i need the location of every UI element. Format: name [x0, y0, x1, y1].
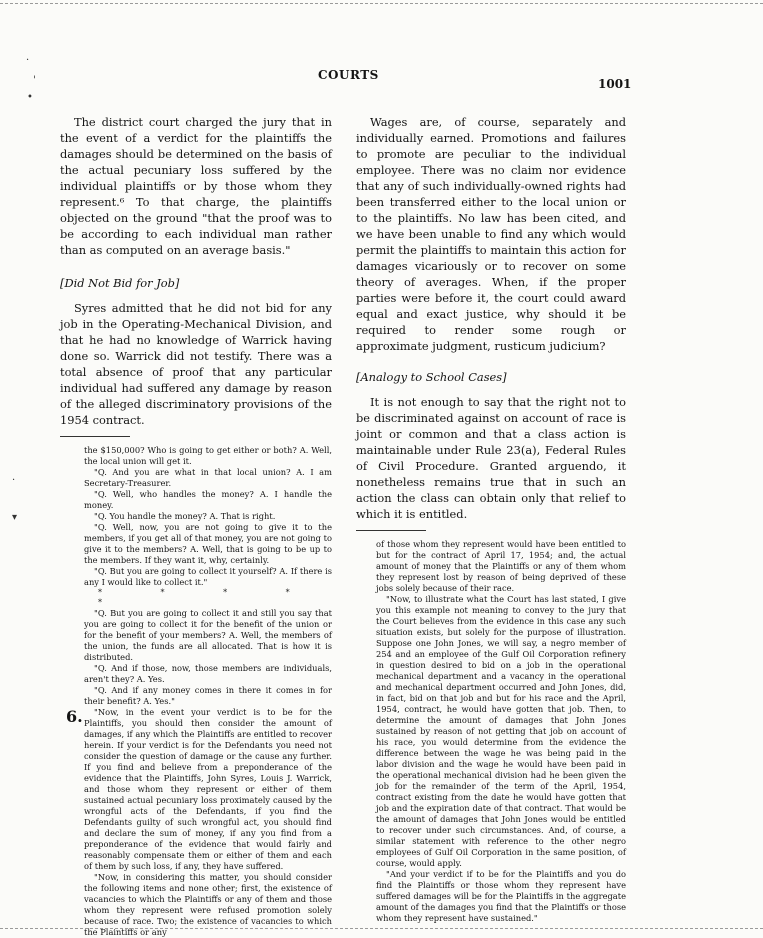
margin-mark: ' [33, 75, 36, 86]
section-heading: [Did Not Bid for Job] [60, 276, 180, 290]
footnote-line: "Q. Well, who handles the money? A. I handle the money. [84, 489, 332, 510]
right-column [356, 114, 626, 924]
running-head: COURTS [318, 68, 379, 82]
footnote-line: "Now, in considering this matter, you should consider the following items and none other; first, the existence of vacancies to which the Plaintiffs or any of them and those whom they represent were refused promotion solely because of race. Two; the existence of vacancies to which the Plaintiffs or any [84, 872, 332, 937]
top-scan-border [0, 3, 763, 4]
footnote-6 [60, 707, 332, 938]
bottom-scan-border [0, 928, 763, 929]
ellipsis-stars: * * * * * [98, 588, 318, 607]
footnote-line: the $150,000? Who is going to get either or both? A. Well, the local union will get it. [84, 445, 332, 466]
footnote-line: "Q. And if those, now, those members are individuals, aren't they? A. Yes. [84, 663, 332, 684]
footnote-line: "Q. You handle the money? A. That is right. [94, 511, 276, 521]
footnote-line: "Q. And you are what in that local union? A. I am Secretary-Treasurer. [84, 467, 332, 488]
margin-mark: ▾ [12, 512, 18, 523]
paragraph: It is not enough to say that the right not to be discriminated against on account of race is joint or common and that a class action is maintainable under Rule 23(a), Federal Rules of Civil Procedure. Granted arguendo, it nonetheless remains true that in such an action the class can obtain only that relief to which it is entitled. [356, 395, 626, 521]
footnote-line: "Q. But you are going to collect it yourself? A. If there is any I would like to collect it." [84, 566, 332, 587]
left-column [60, 114, 332, 938]
footnote-rule [356, 530, 426, 531]
paragraph: The district court charged the jury that in the event of a verdict for the plaintiffs the damages should be determined on the basis of the actual pecuniary loss suffered by the individual plaintiffs or by those whom they represent.⁶ To that charge, the plaintiffs objected on the ground "that the proof was to be according to each individual man rather than as computed on an average basis." [60, 115, 332, 257]
section-heading: [Analogy to School Cases] [356, 370, 507, 384]
paragraph: Wages are, of course, separately and individually earned. Promotions and failures to promote are peculiar to the individual employee. There was no claim nor evidence that any of such individually-owned rights had been transferred either to the local union or to the plaintiffs. No law has been cited, and we have been unable to find any which would permit the plaintiffs to maintain this action for damages vicariously or to recover on some theory of averages. When, if the proper parties were before it, the court could award equal and exact justice, why should it be required to render some rough or approximate judgment, rusticum judicium? [356, 115, 626, 353]
margin-mark: • [27, 92, 33, 103]
footnote-line: "And your verdict if to be for the Plaintiffs and you do find the Plaintiffs or those whom they represent have suffered damages will be for the Plaintiffs in the aggregate amount of the damages you find that the Plaintiffs or those whom they represent have sustained." [376, 869, 626, 923]
footnote-rule [60, 436, 130, 437]
footnote-number: 6. [66, 707, 83, 726]
footnote-line: "Now, to illustrate what the Court has last stated, I give you this example not meaning to convey to the jury that the Court believes from the evidence in this case any such situation exists, but solely for the purpose of illustration. Suppose one John Jones, we will say, a negro member of 254 and an employee of the Gulf Oil Corporation refinery in question desired to bid on a job in the operational mechanical department and a vacancy in the operational and mechanical department occurred and John Jones, did, in fact, bid on that job and but for his race and the April, 1954, contract, he would have gotten that job. Then, to determine the amount of damages that John Jones sustained by reason of not getting that job on account of his race, you would determine from the evidence the difference between the wage he was being paid in the labor division and the wage he would have been paid in the operational mechanical division had he been given the job for the remainder of the term of the April, 1954, contract existing from the date he would have gotten that job and the expiration date of that contract. That would be the amount of damages that John Jones would be entitled to recover under such circumstances. And, of course, a similar statement with reference to the other negro employees of Gulf Oil Corporation in the same position, of course, would apply. [376, 594, 626, 868]
footnote-line: of those whom they represent would have been entitled to but for the contract of April 17, 1954; and, the actual amount of money that the Plaintiffs or any of them whom they represent lost by reason of being deprived of these jobs solely because of their race. [376, 539, 626, 593]
footnote-line: "Q. But you are going to collect it and still you say that you are going to collect it for the benefit of the union or for the benefit of your members? A. Well, the members of the union, the funds are all allocated. That is how it is distributed. [84, 608, 332, 662]
footnote-line: "Q. And if any money comes in there it comes in for their benefit? A. Yes." [84, 685, 332, 706]
footnote-line: "Q. Well, now, you are not going to give it to the members, if you get all of that money, you are not going to give it to the members? A. Well, that is going to be up to the members. If they want it, why, certainly. [84, 522, 332, 565]
page-number: 1001 [598, 77, 632, 91]
margin-mark: · [12, 475, 16, 486]
footnote-line: "Now, in the event your verdict is to be for the Plaintiffs, you should then consider the amount of damages, if any which the Plaintiffs are entitled to recover herein. If your verdict is for the Defendants you need not consider the question of damage or the cause any further. If you find and believe from a preponderance of the evidence that the Plaintiffs, John Syres, Louis J. Warrick, and those whom they represent or either of them sustained actual pecuniary loss proximately caused by the wrongful acts of the Defendants, if you find the Defendants guilty of such wrongful act, you should find and declare the sum of money, if any you find from a preponderance of the evidence that would fairly and reasonably compensate them or either of them and each of them by such loss, if any, they have suffered. [84, 707, 332, 871]
margin-mark: · [26, 55, 30, 66]
paragraph: Syres admitted that he did not bid for any job in the Operating-Mechanical Division, and that he had no knowledge of Warrick having done so. Warrick did not testify. There was a total absence of proof that any particular individual had suffered any damage by reason of the alleged discriminatory provisions of the 1954 contract. [60, 301, 332, 427]
